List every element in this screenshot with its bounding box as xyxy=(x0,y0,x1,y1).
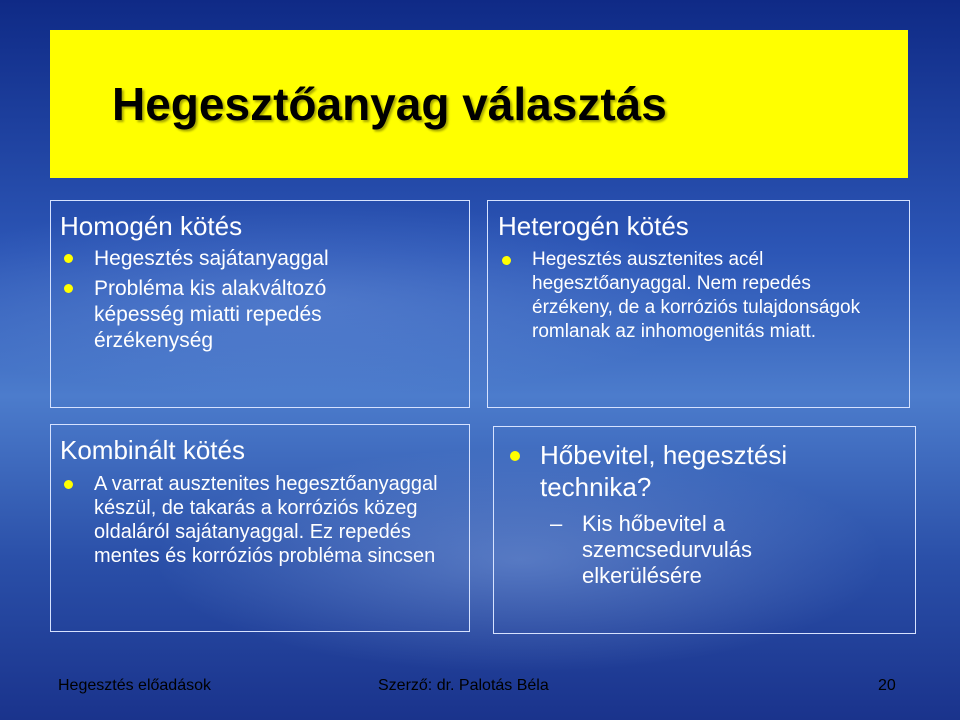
footer-left: Hegesztés előadások xyxy=(58,677,211,694)
heterogen-heading: Heterogén kötés xyxy=(498,211,689,241)
hobevitel-bullet xyxy=(506,439,860,503)
slide-title: Hegesztőanyag választás xyxy=(112,78,667,130)
panel-kombinalt xyxy=(50,424,470,632)
hobevitel-subbullet xyxy=(506,511,792,589)
footer-page-number: 20 xyxy=(878,677,896,694)
bullet-dot-icon xyxy=(64,284,73,293)
panel-heterogen xyxy=(487,200,910,408)
bullet-dot-icon xyxy=(502,256,511,265)
kombinalt-bullet-1-text: A varrat ausztenites hegesztőanyaggal készül, de takarás a korróziós közeg oldaláról sajátanyaggal. Ez repedés mentes és korróziós probléma sincsen xyxy=(94,473,438,567)
homogen-bullet-2 xyxy=(60,276,394,354)
kombinalt-bullet-1 xyxy=(60,472,464,568)
homogen-heading: Homogén kötés xyxy=(60,211,243,241)
hobevitel-subbullet-text: Kis hőbevitel a szemcsedurvulás elkerülésére xyxy=(582,511,752,588)
heterogen-bullet-1 xyxy=(498,248,882,344)
panel-homogen xyxy=(50,200,470,408)
heterogen-bullet-1-text: Hegesztés ausztenites acél hegesztőanyaggal. Nem repedés érzékeny, de a korróziós tulajdonságok romlanak az inhomogenitás miatt. xyxy=(532,249,861,342)
bullet-dot-icon xyxy=(64,254,73,263)
footer-author: Szerző: dr. Palotás Béla xyxy=(378,677,549,694)
bullet-dot-icon xyxy=(510,451,520,461)
title-banner xyxy=(50,30,908,178)
homogen-bullet-2-text: Probléma kis alakváltozó képesség miatti repedés érzékenység xyxy=(94,277,327,352)
dash-icon: – xyxy=(550,511,563,536)
panel-hobevitel xyxy=(493,426,916,634)
homogen-bullet-1 xyxy=(60,246,469,272)
bullet-dot-icon xyxy=(64,480,73,489)
kombinalt-heading: Kombinált kötés xyxy=(60,435,245,465)
hobevitel-bullet-text: Hőbevitel, hegesztési technika? xyxy=(540,440,788,502)
homogen-bullet-1-text: Hegesztés sajátanyaggal xyxy=(94,247,329,270)
